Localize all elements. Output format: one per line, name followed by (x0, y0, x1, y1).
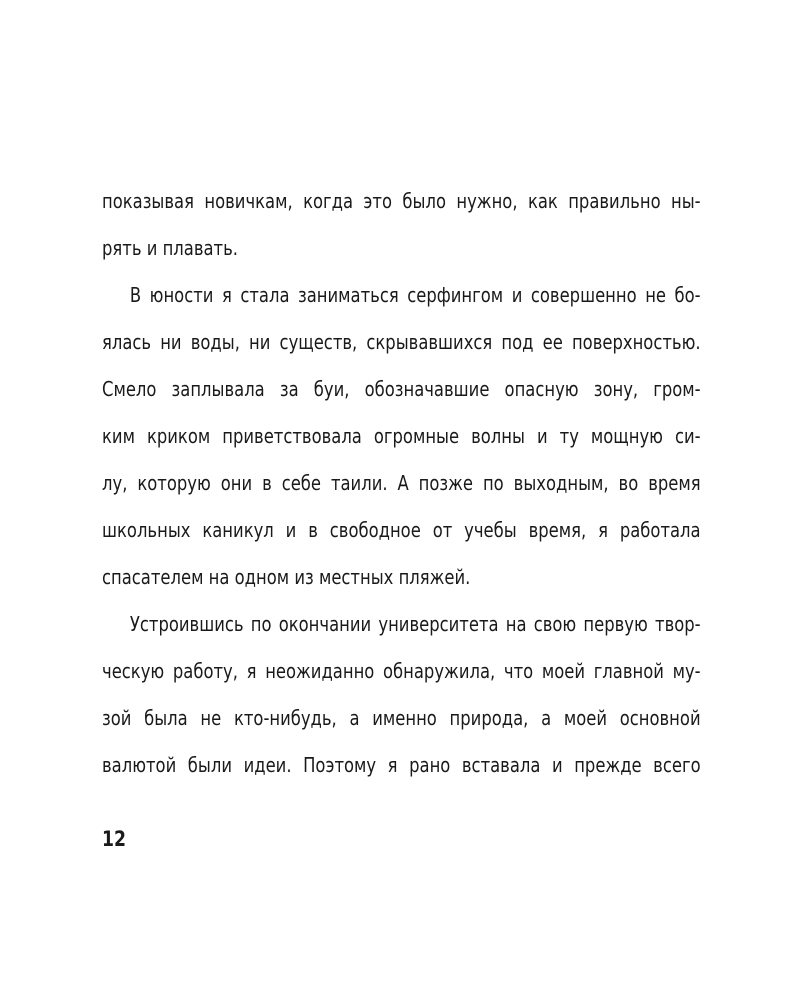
page-body-text (102, 178, 700, 789)
text-line: Устроившись по окончании университета на свою первую твор- (129, 612, 701, 636)
text-line: рять и плавать. (102, 236, 238, 260)
text-line: показывая новичкам, когда это было нужно, как правильно ны- (102, 189, 701, 213)
text-line: школьных каникул и в свободное от учебы время, я работала (102, 518, 701, 542)
text-line: В юности я стала заниматься серфингом и совершенно не бо- (129, 283, 701, 307)
text-line: лу, которую они в себе таили. А позже по выходным, во время (102, 471, 701, 495)
text-line: ялась ни воды, ни существ, скрывавшихся под ее поверхностью. (102, 330, 701, 354)
page-number: 12 (102, 827, 126, 851)
text-line: зой была не кто-нибудь, а именно природа, а моей основной (102, 706, 701, 730)
text-line: ким криком приветствовала огромные волны и ту мощную си- (102, 424, 701, 448)
text-line: ческую работу, я неожиданно обнаружила, что моей главной му- (102, 659, 701, 683)
text-line: валютой были идеи. Поэтому я рано вставала и прежде всего (102, 753, 701, 777)
text-line: Смело заплывала за буи, обозначавшие опасную зону, гром- (102, 377, 701, 401)
text-line: спасателем на одном из местных пляжей. (102, 565, 471, 589)
